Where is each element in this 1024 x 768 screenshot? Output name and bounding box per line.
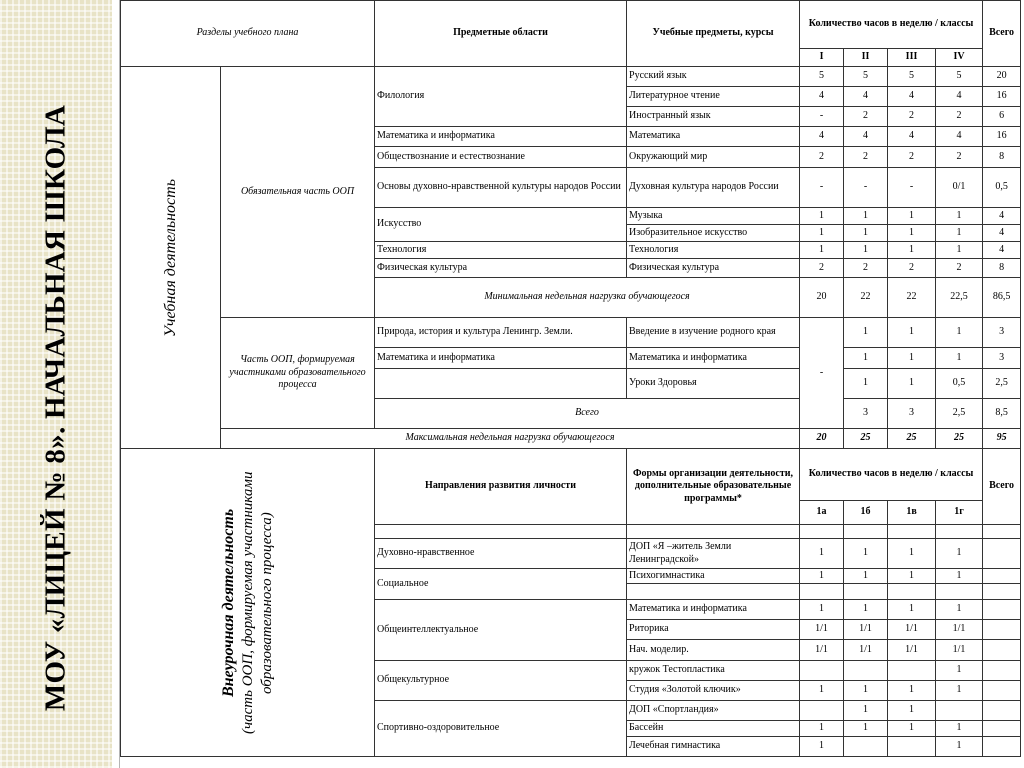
program-cell: Психогимнастика (627, 569, 800, 584)
hours-cell: 1 (888, 701, 936, 721)
extracurricular-subtitle: (часть ООП, формируемая участниками образовательного процесса) (239, 471, 275, 734)
direction-cell: Общекультурное (375, 661, 627, 701)
total-cell: 86,5 (983, 278, 1021, 318)
total-cell (983, 737, 1021, 757)
hours-cell: 4 (844, 127, 888, 147)
section-learning (121, 67, 221, 449)
hours-cell: 4 (800, 127, 844, 147)
hours-cell: 4 (888, 87, 936, 107)
subject-cell: Музыка (627, 208, 800, 225)
hours-cell (888, 737, 936, 757)
hours-cell (844, 661, 888, 681)
total-cell (983, 661, 1021, 681)
total-cell: 8,5 (983, 399, 1021, 429)
subject-cell: Физическая культура (627, 259, 800, 278)
hours-cell: 1 (844, 701, 888, 721)
header-directions: Направления развития личности (375, 449, 627, 525)
empty-cell (800, 584, 844, 600)
hours-cell: 1/1 (936, 620, 983, 640)
hours-cell: 3 (844, 399, 888, 429)
subject-cell: Духовная культура народов России (627, 168, 800, 208)
total-cell (983, 721, 1021, 737)
total-cell: 6 (983, 107, 1021, 127)
subject-cell: Технология (627, 242, 800, 259)
header-subject-areas: Предметные области (375, 1, 627, 67)
total-cell: 8 (983, 259, 1021, 278)
hours-cell: 1/1 (888, 640, 936, 661)
school-title: МОУ «ЛИЦЕЙ № 8». НАЧАЛЬНАЯ ШКОЛА (39, 104, 72, 712)
area-philology: Филология (375, 67, 627, 127)
total-cell: 20 (983, 67, 1021, 87)
hours-cell: 1 (888, 318, 936, 348)
hours-cell: 1 (936, 600, 983, 620)
hours-cell: - (844, 168, 888, 208)
hours-cell: 2,5 (936, 399, 983, 429)
hours-cell: 1 (844, 539, 888, 569)
class-label: 1г (936, 501, 983, 525)
hours-cell: 5 (844, 67, 888, 87)
min-load-label: Минимальная недельная нагрузка обучающегося (375, 278, 800, 318)
header-hours: Количество часов в неделю / классы (800, 1, 983, 49)
subject-cell: Уроки Здоровья (627, 369, 800, 399)
hours-cell: 4 (936, 127, 983, 147)
empty-cell (844, 584, 888, 600)
hours-cell: 1 (844, 348, 888, 369)
header-total: Всего (983, 1, 1021, 67)
class-label: I (800, 49, 844, 67)
subject-cell: Математика (627, 127, 800, 147)
area-cell-empty (375, 369, 627, 399)
empty-cell (844, 525, 888, 539)
hours-cell: 2 (936, 107, 983, 127)
hours-cell: 1 (936, 737, 983, 757)
hours-cell: 1 (844, 242, 888, 259)
class-label: 1в (888, 501, 936, 525)
subject-cell: Введение в изучение родного края (627, 318, 800, 348)
total-cell: 2,5 (983, 369, 1021, 399)
sidebar-banner (0, 0, 112, 768)
hours-cell: 1 (800, 242, 844, 259)
hours-cell: 2 (844, 107, 888, 127)
hours-cell: 1/1 (800, 640, 844, 661)
extracurricular-title: Внеурочная деятельность (219, 508, 237, 697)
hours-cell: 1 (936, 318, 983, 348)
hours-cell: 20 (800, 278, 844, 318)
hours-cell: 2 (888, 259, 936, 278)
part2-label: Часть ООП, формируемая участниками образовательного процесса (221, 318, 375, 429)
total-cell: 16 (983, 87, 1021, 107)
area-cell: Технология (375, 242, 627, 259)
hours-cell: 25 (844, 429, 888, 449)
direction-cell: Социальное (375, 569, 627, 600)
hours-cell: 1 (936, 569, 983, 584)
hours-cell: 1 (888, 369, 936, 399)
empty-cell (888, 584, 936, 600)
empty-cell (800, 525, 844, 539)
hours-cell: 1 (936, 539, 983, 569)
hours-cell: 1 (888, 539, 936, 569)
subject-cell: Литературное чтение (627, 87, 800, 107)
hours-cell (800, 701, 844, 721)
program-cell: ДОП «Спортландия» (627, 701, 800, 721)
hours-cell: 1 (888, 681, 936, 701)
program-cell: Риторика (627, 620, 800, 640)
total-cell: 4 (983, 225, 1021, 242)
hours-cell: 0/1 (936, 168, 983, 208)
hours-cell: 5 (936, 67, 983, 87)
hours-cell: - (888, 168, 936, 208)
hours-cell: 1 (936, 225, 983, 242)
header-forms: Формы организации деятельности, дополнительные образовательные программы* (627, 449, 800, 525)
header-subjects: Учебные предметы, курсы (627, 1, 800, 67)
empty-cell (888, 525, 936, 539)
mandatory-part: Обязательная часть ООП (221, 67, 375, 318)
hours-cell: 1 (800, 569, 844, 584)
hours-cell: 1 (800, 208, 844, 225)
total-cell: 8 (983, 147, 1021, 168)
direction-cell: Спортивно-оздоровительное (375, 701, 627, 757)
hours-cell: 1 (800, 737, 844, 757)
empty-cell (375, 525, 627, 539)
hours-cell: 1/1 (844, 640, 888, 661)
total-cell (983, 640, 1021, 661)
empty-cell (627, 584, 800, 600)
section-learning-label: Учебная деятельность (161, 178, 179, 337)
part2-dash: - (800, 318, 844, 429)
program-cell: Нач. моделир. (627, 640, 800, 661)
hours-cell: - (800, 168, 844, 208)
area-cell: Математика и информатика (375, 127, 627, 147)
hours-cell: 1 (888, 208, 936, 225)
area-cell: Природа, история и культура Ленингр. Земли. (375, 318, 627, 348)
program-cell: Бассейн (627, 721, 800, 737)
subject-cell: Окружающий мир (627, 147, 800, 168)
hours-cell (844, 737, 888, 757)
hours-cell: 1/1 (844, 620, 888, 640)
hours-cell: 25 (888, 429, 936, 449)
program-cell: Студия «Золотой ключик» (627, 681, 800, 701)
program-cell: Лечебная гимнастика (627, 737, 800, 757)
hours-cell: 2 (844, 259, 888, 278)
total-cell (983, 569, 1021, 584)
hours-cell: 2 (800, 147, 844, 168)
empty-cell (936, 584, 983, 600)
hours-cell: 1 (888, 600, 936, 620)
hours-cell: 20 (800, 429, 844, 449)
hours-cell: 22,5 (936, 278, 983, 318)
header-hours2: Количество часов в неделю / классы (800, 449, 983, 501)
hours-cell: 2 (888, 107, 936, 127)
hours-cell: 1 (936, 208, 983, 225)
hours-cell: 1 (888, 721, 936, 737)
class-label: IV (936, 49, 983, 67)
empty-cell (627, 525, 800, 539)
subtotal-label: Всего (375, 399, 800, 429)
hours-cell: 25 (936, 429, 983, 449)
hours-cell: 4 (800, 87, 844, 107)
sidebar-edge (112, 0, 120, 768)
hours-cell: 1 (844, 681, 888, 701)
hours-cell: 1 (800, 600, 844, 620)
section-extracurricular (121, 449, 375, 757)
hours-cell: 1/1 (936, 640, 983, 661)
subject-cell: Математика и информатика (627, 348, 800, 369)
subject-cell: Русский язык (627, 67, 800, 87)
hours-cell: 1 (844, 369, 888, 399)
total-cell: 95 (983, 429, 1021, 449)
hours-cell: 2 (844, 147, 888, 168)
hours-cell: 5 (888, 67, 936, 87)
hours-cell: 1 (800, 225, 844, 242)
area-art: Искусство (375, 208, 627, 242)
total-cell: 4 (983, 242, 1021, 259)
hours-cell: 1/1 (888, 620, 936, 640)
hours-cell: 1 (936, 242, 983, 259)
subject-cell: Иностранный язык (627, 107, 800, 127)
hours-cell: 1 (800, 721, 844, 737)
hours-cell: 1/1 (800, 620, 844, 640)
hours-cell: 22 (844, 278, 888, 318)
program-cell: Математика и информатика (627, 600, 800, 620)
hours-cell: 1 (800, 681, 844, 701)
hours-cell: 2 (936, 259, 983, 278)
hours-cell: 22 (888, 278, 936, 318)
subject-cell: Изобразительное искусство (627, 225, 800, 242)
total-cell: 0,5 (983, 168, 1021, 208)
hours-cell: 1 (936, 721, 983, 737)
hours-cell: 4 (936, 87, 983, 107)
hours-cell: 1 (936, 661, 983, 681)
hours-cell: 1 (844, 721, 888, 737)
hours-cell: 1 (888, 242, 936, 259)
hours-cell: 4 (844, 87, 888, 107)
class-label: II (844, 49, 888, 67)
total-cell: 3 (983, 318, 1021, 348)
class-label: 1б (844, 501, 888, 525)
hours-cell: - (800, 107, 844, 127)
hours-cell: 2 (800, 259, 844, 278)
header-total2: Всего (983, 449, 1021, 525)
total-cell (983, 681, 1021, 701)
hours-cell: 0,5 (936, 369, 983, 399)
hours-cell: 1 (800, 539, 844, 569)
hours-cell: 5 (800, 67, 844, 87)
hours-cell (888, 661, 936, 681)
total-cell (983, 701, 1021, 721)
empty-cell (983, 525, 1021, 539)
area-cell: Физическая культура (375, 259, 627, 278)
curriculum-table (120, 0, 1021, 757)
hours-cell: 3 (888, 399, 936, 429)
hours-cell: 1 (844, 318, 888, 348)
class-label: III (888, 49, 936, 67)
total-cell: 16 (983, 127, 1021, 147)
hours-cell: 1 (844, 600, 888, 620)
max-load-label: Максимальная недельная нагрузка обучающегося (221, 429, 800, 449)
total-cell (983, 600, 1021, 620)
hours-cell: 2 (888, 147, 936, 168)
total-cell (983, 539, 1021, 569)
empty-cell (983, 584, 1021, 600)
direction-cell: Духовно-нравственное (375, 539, 627, 569)
hours-cell (936, 701, 983, 721)
section-extracurricular-label (219, 458, 277, 748)
hours-cell: 1 (844, 225, 888, 242)
total-cell (983, 620, 1021, 640)
hours-cell: 1 (888, 569, 936, 584)
empty-cell (936, 525, 983, 539)
class-label: 1а (800, 501, 844, 525)
program-cell: кружок Тестопластика (627, 661, 800, 681)
total-cell: 3 (983, 348, 1021, 369)
hours-cell: 2 (936, 147, 983, 168)
program-cell: ДОП «Я –житель Земли Ленинградской» (627, 539, 800, 569)
hours-cell: 1 (888, 225, 936, 242)
hours-cell (800, 661, 844, 681)
area-cell: Основы духовно-нравственной культуры народов России (375, 168, 627, 208)
area-cell: Математика и информатика (375, 348, 627, 369)
total-cell: 4 (983, 208, 1021, 225)
direction-cell: Общеинтеллектуальное (375, 600, 627, 661)
area-cell: Обществознание и естествознание (375, 147, 627, 168)
hours-cell: 1 (844, 208, 888, 225)
hours-cell: 1 (888, 348, 936, 369)
hours-cell: 1 (936, 681, 983, 701)
hours-cell: 4 (888, 127, 936, 147)
hours-cell: 1 (844, 569, 888, 584)
header-sections: Разделы учебного плана (121, 1, 375, 67)
hours-cell: 1 (936, 348, 983, 369)
